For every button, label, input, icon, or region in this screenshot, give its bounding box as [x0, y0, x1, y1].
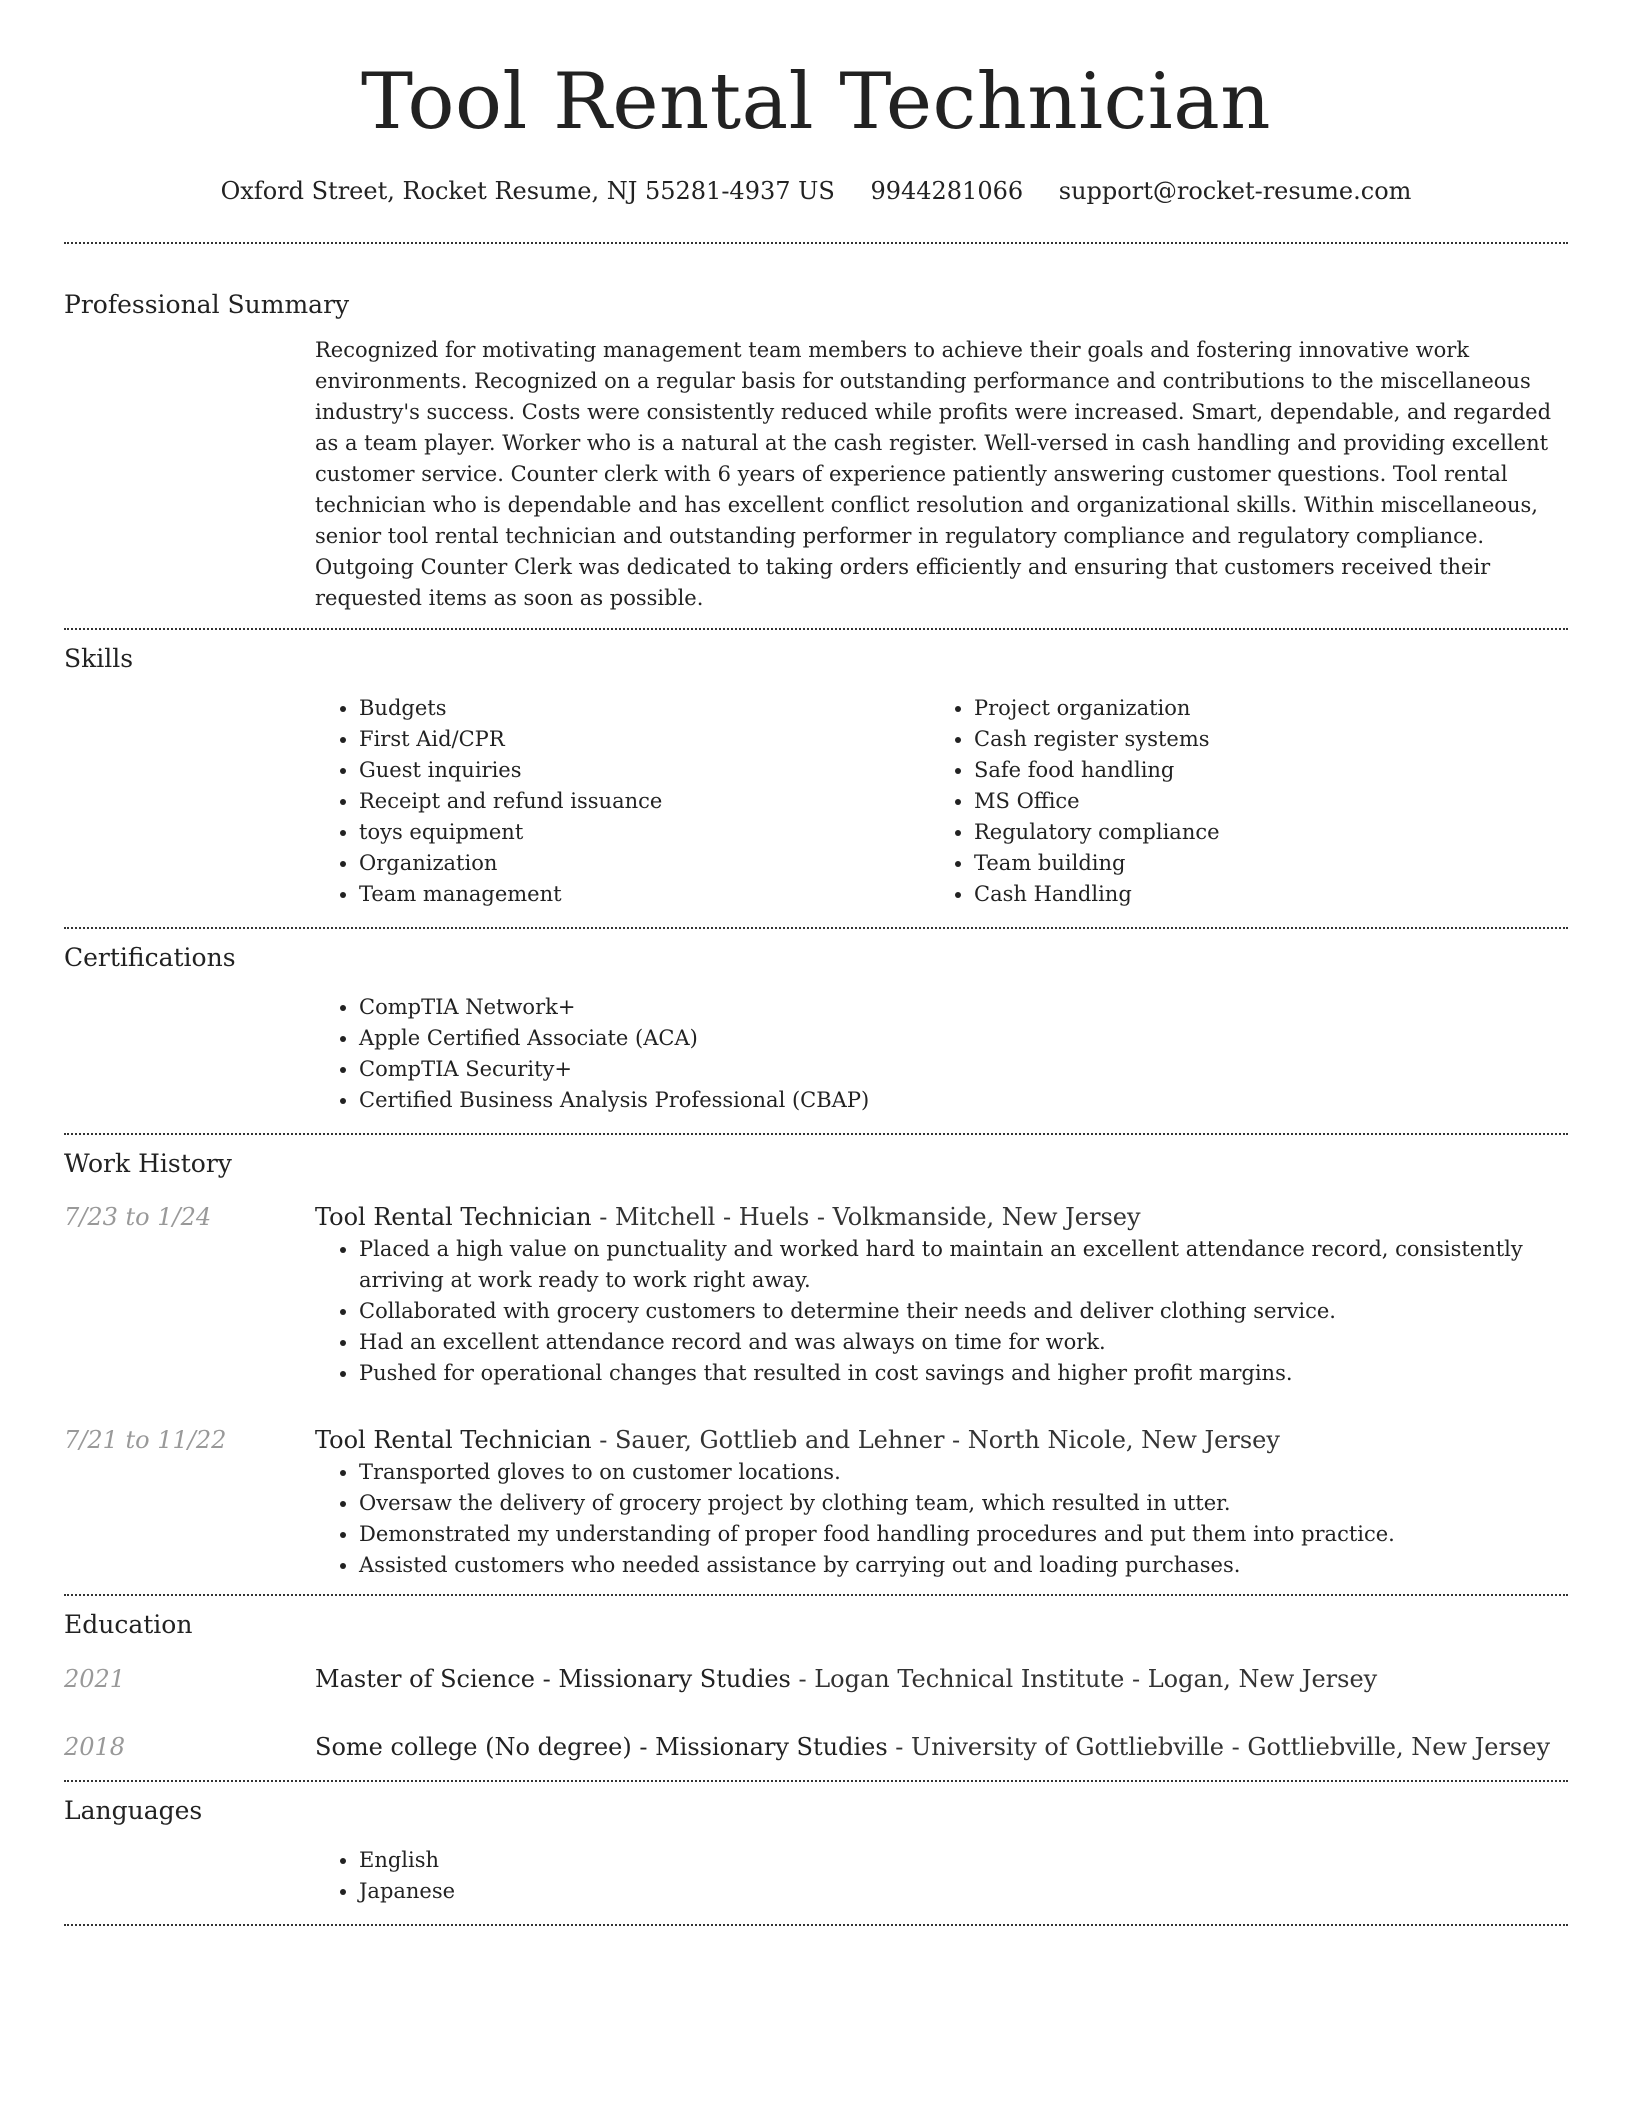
- language-item: • English: [359, 1845, 1568, 1876]
- job-duty: • Collaborated with grocery customers to determine their needs and deliver clothing service.: [359, 1296, 1568, 1327]
- section-divider: [64, 1924, 1568, 1926]
- education-school: - Logan Technical Institute - Logan, New Jersey: [790, 1665, 1378, 1693]
- skills-column-left: [315, 693, 930, 910]
- skill-item: • Team building: [974, 848, 1545, 879]
- certification-item: • CompTIA Security+: [359, 1054, 1568, 1085]
- skills-list-right: [930, 693, 1545, 910]
- languages-section: [64, 1782, 1568, 1907]
- languages-list-wrap: [315, 1845, 1568, 1907]
- job-duty: • Demonstrated my understanding of proper food handling procedures and put them into practice.: [359, 1519, 1568, 1550]
- job-duty: • Pushed for operational changes that resulted in cost savings and higher profit margins.: [359, 1358, 1568, 1389]
- education-heading: [315, 1730, 1568, 1764]
- job-heading: [315, 1423, 1568, 1457]
- job-employer-location: - Mitchell - Huels - Volkmanside, New Jersey: [591, 1203, 1141, 1231]
- contact-line: [64, 174, 1568, 208]
- contact-email: support@rocket-resume.com: [1058, 177, 1412, 205]
- certifications-list-wrap: [315, 992, 1568, 1116]
- certification-item: • Certified Business Analysis Professional (CBAP): [359, 1085, 1568, 1116]
- job-entry: [64, 1423, 1568, 1581]
- job-body: [315, 1200, 1568, 1389]
- education-degree: Some college (No degree) - Missionary Studies: [315, 1733, 888, 1761]
- skill-item: • Safe food handling: [974, 755, 1545, 786]
- job-duties-list: [315, 1234, 1568, 1389]
- certifications-section: [64, 929, 1568, 1116]
- education-year: 2018: [64, 1733, 126, 1761]
- job-duty: • Assisted customers who needed assistance by carrying out and loading purchases.: [359, 1550, 1568, 1581]
- education-school: - University of Gottliebville - Gottliebville, New Jersey: [887, 1733, 1550, 1761]
- education-section: [64, 1596, 1568, 1764]
- skill-item: • Project organization: [974, 693, 1545, 724]
- job-duty: • Oversaw the delivery of grocery project by clothing team, which resulted in utter.: [359, 1488, 1568, 1519]
- work-history-section: [64, 1135, 1568, 1581]
- education-heading: [315, 1662, 1568, 1696]
- skill-item: • Budgets: [359, 693, 930, 724]
- job-duties-list: [315, 1457, 1568, 1581]
- job-dates: 7/23 to 1/24: [64, 1203, 212, 1231]
- section-title-education: Education: [64, 1610, 193, 1639]
- skills-grid: [315, 693, 1568, 910]
- section-title-work-history: Work History: [64, 1149, 232, 1178]
- job-heading: [315, 1200, 1568, 1234]
- job-duty: • Transported gloves to on customer locations.: [359, 1457, 1568, 1488]
- education-entries: [64, 1662, 1568, 1764]
- education-entry: [64, 1662, 1568, 1696]
- summary-text: Recognized for motivating management team members to achieve their goals and fostering innovative work environments. Recognized on a regular basis for outstanding performance and contributions to the miscellaneous industry's success. Costs were consistently reduced while profits were increased. Smart, dependable, and regarded as a team player. Worker who is a natural at the cash register. Well-versed in cash handling and providing excellent customer service. Counter clerk with 6 years of experience patiently answering customer questions. Tool rental technician who is dependable and has excellent conflict resolution and organizational skills. Within miscellaneous, senior tool rental technician and outstanding performer in regulatory compliance and regulatory compliance. Outgoing Counter Clerk was dedicated to taking orders efficiently and ensuring that customers received their requested items as soon as possible.: [315, 338, 1552, 610]
- skill-item: • Cash register systems: [974, 724, 1545, 755]
- education-body: [315, 1730, 1568, 1764]
- education-year: 2021: [64, 1665, 126, 1693]
- skill-item: • Organization: [359, 848, 930, 879]
- skills-section: [64, 630, 1568, 910]
- resume-header: [64, 0, 1568, 208]
- languages-list: [315, 1845, 1568, 1907]
- job-position: Tool Rental Technician: [315, 1426, 592, 1454]
- job-employer-location: - Sauer, Gottlieb and Lehner - North Nicole, New Jersey: [591, 1426, 1280, 1454]
- summary-section: [64, 244, 1568, 614]
- education-degree: Master of Science - Missionary Studies: [315, 1665, 791, 1693]
- skill-item: • Regulatory compliance: [974, 817, 1545, 848]
- job-duty: • Placed a high value on punctuality and worked hard to maintain an excellent attendance record, consistently arriving at work ready to work right away.: [359, 1234, 1568, 1296]
- contact-phone: 9944281066: [870, 177, 1024, 205]
- certification-item: • Apple Certified Associate (ACA): [359, 1023, 1568, 1054]
- skill-item: • First Aid/CPR: [359, 724, 930, 755]
- skill-item: • Guest inquiries: [359, 755, 930, 786]
- resume-page: [64, 0, 1568, 1926]
- certification-item: • CompTIA Network+: [359, 992, 1568, 1023]
- education-body: [315, 1662, 1568, 1696]
- section-title-skills: Skills: [64, 644, 134, 673]
- skill-item: • Team management: [359, 879, 930, 910]
- job-position: Tool Rental Technician: [315, 1203, 592, 1231]
- skills-column-right: [930, 693, 1545, 910]
- skills-list-left: [315, 693, 930, 910]
- certifications-list: [315, 992, 1568, 1116]
- skill-item: • MS Office: [974, 786, 1545, 817]
- job-body: [315, 1423, 1568, 1581]
- skill-item: • toys equipment: [359, 817, 930, 848]
- job-entry: [64, 1200, 1568, 1389]
- skill-item: • Receipt and refund issuance: [359, 786, 930, 817]
- candidate-name: Tool Rental Technician: [361, 57, 1271, 147]
- work-entries: [64, 1200, 1568, 1581]
- job-dates: 7/21 to 11/22: [64, 1426, 227, 1454]
- section-title-certifications: Certifications: [64, 943, 236, 972]
- section-title-summary: Professional Summary: [64, 290, 350, 319]
- job-duty: • Had an excellent attendance record and was always on time for work.: [359, 1327, 1568, 1358]
- skill-item: • Cash Handling: [974, 879, 1545, 910]
- section-title-languages: Languages: [64, 1796, 203, 1825]
- contact-address: Oxford Street, Rocket Resume, NJ 55281-4937 US: [220, 177, 835, 205]
- education-entry: [64, 1730, 1568, 1764]
- language-item: • Japanese: [359, 1876, 1568, 1907]
